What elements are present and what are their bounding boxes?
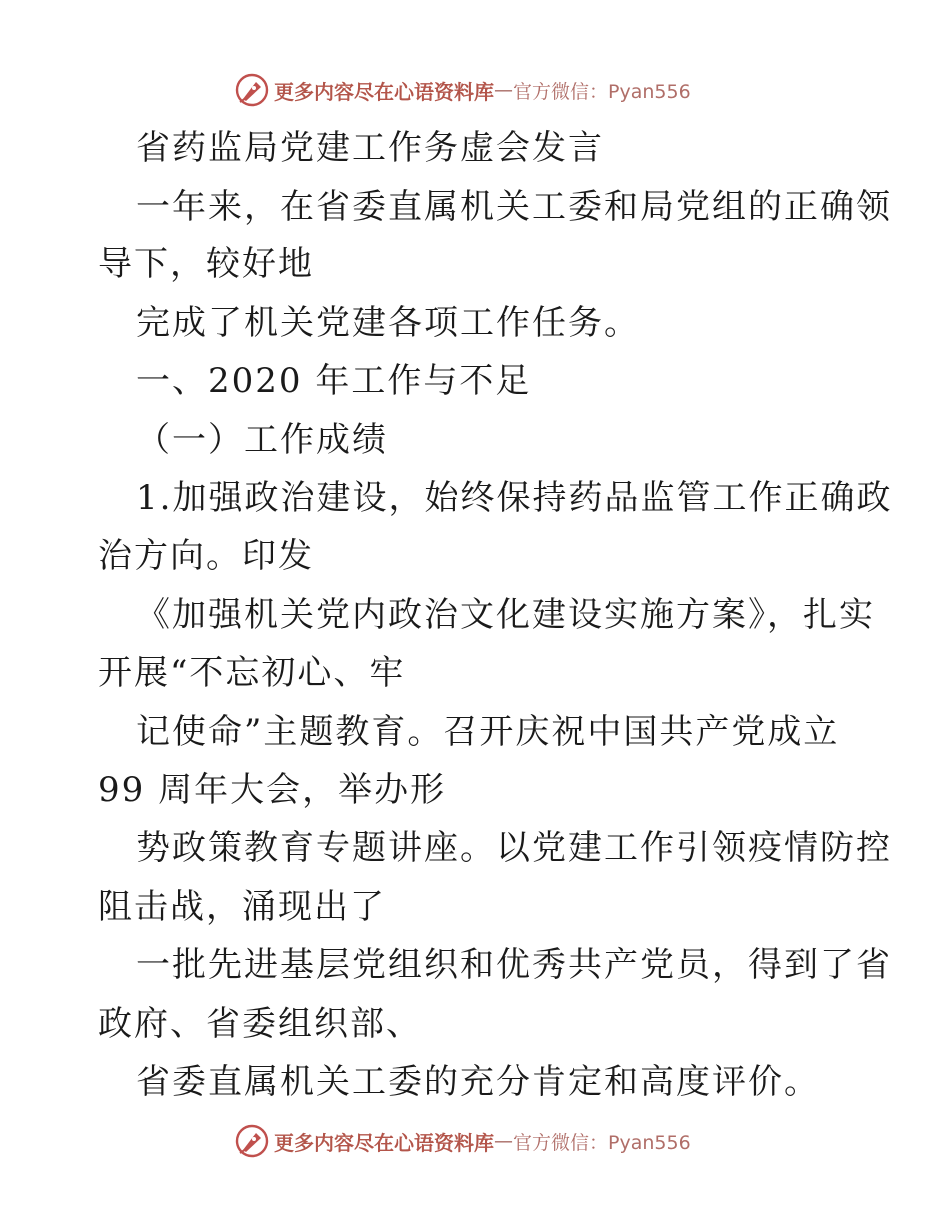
paragraph-line: 一年来，在省委直属机关工委和局党组的正确领 <box>136 187 892 227</box>
subsection-heading: （一）工作成绩 <box>136 420 388 460</box>
pen-nib-logo-icon <box>234 1123 270 1159</box>
header-watermark <box>234 70 691 110</box>
paragraph-line: 势政策教育专题讲座。以党建工作引领疫情防控 <box>136 828 892 868</box>
paragraph-line: 政府、省委组织部、 <box>98 1004 422 1044</box>
watermark-separator: — <box>494 79 513 101</box>
pen-nib-logo-icon <box>234 72 270 108</box>
watermark-separator: — <box>494 1130 513 1152</box>
watermark-account-text: 官方微信：Pyan556 <box>513 1131 691 1154</box>
paragraph-line: 一批先进基层党组织和优秀共产党员，得到了省 <box>136 945 892 985</box>
paragraph-line: 99 周年大会，举办形 <box>98 770 447 810</box>
watermark-brand-text: 更多内容尽在心语资料库 <box>274 79 494 104</box>
document-title: 省药监局党建工作务虚会发言 <box>136 128 604 168</box>
paragraph-line: 导下，较好地 <box>98 244 314 284</box>
section-heading: 一、2020 年工作与不足 <box>136 361 532 401</box>
paragraph-line: 《加强机关党内政治文化建设实施方案》，扎实 <box>136 595 875 635</box>
paragraph-line: 开展“不忘初心、牢 <box>98 653 406 693</box>
paragraph-line: 记使命”主题教育。召开庆祝中国共产党成立 <box>136 712 840 752</box>
paragraph-line: 阻击战，涌现出了 <box>98 887 386 927</box>
watermark-account-text: 官方微信：Pyan556 <box>513 80 691 103</box>
paragraph-line: 省委直属机关工委的充分肯定和高度评价。 <box>136 1062 820 1102</box>
paragraph-line: 完成了机关党建各项工作任务。 <box>136 303 640 343</box>
paragraph-line: 治方向。印发 <box>98 536 314 576</box>
watermark-brand-text: 更多内容尽在心语资料库 <box>274 1130 494 1155</box>
footer-watermark <box>234 1121 691 1161</box>
paragraph-line: 1.加强政治建设，始终保持药品监管工作正确政 <box>136 478 893 518</box>
